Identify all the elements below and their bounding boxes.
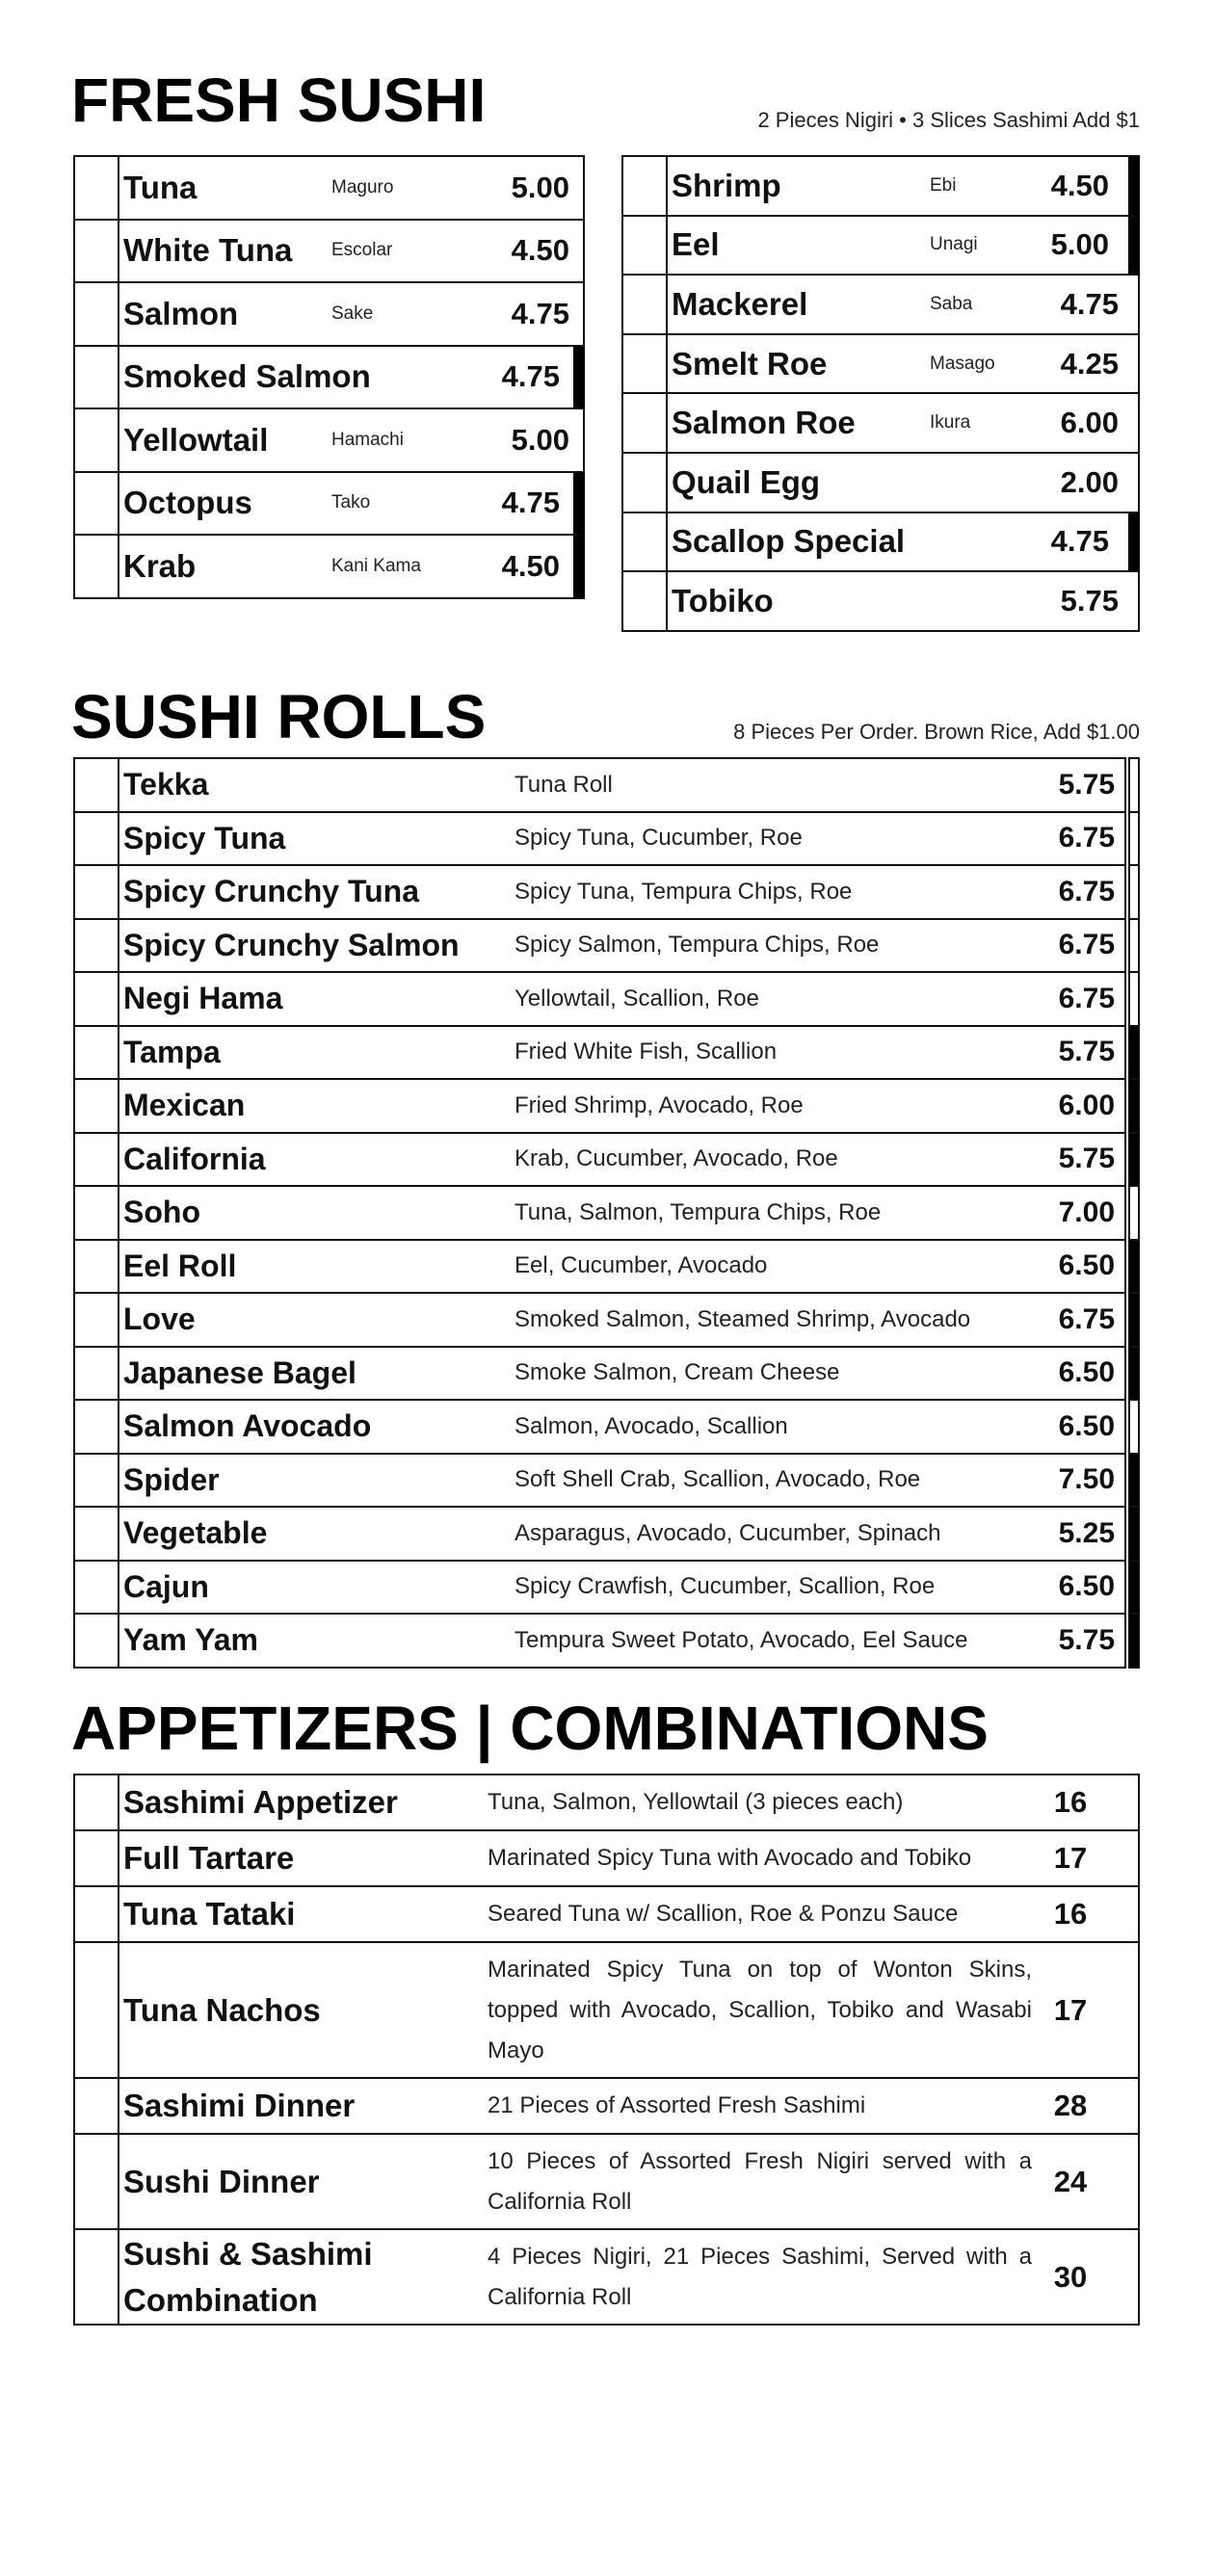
- row-marker-cell: [75, 2079, 119, 2133]
- row-marker-cell: [75, 1775, 119, 1829]
- appetizer-description: 4 Pieces Nigiri, 21 Pieces Sashimi, Served with a California Roll: [488, 2243, 1032, 2310]
- roll-description: Smoked Salmon, Steamed Shrimp, Avocado: [515, 1305, 971, 1332]
- fresh-sushi-title: FRESH SUSHI: [71, 66, 487, 135]
- roll-description: Fried Shrimp, Avocado, Roe: [515, 1091, 804, 1118]
- item-name: Tobiko: [672, 582, 774, 618]
- item-price: 4.75: [511, 296, 569, 330]
- roll-row: [73, 1294, 1126, 1348]
- row-marker-cell: [75, 1508, 119, 1560]
- item-name: Mackerel: [672, 285, 808, 322]
- row-marker-cell: [75, 1401, 119, 1453]
- item-japanese-name: Maguro: [331, 176, 394, 197]
- menu-item-row: [621, 217, 1140, 276]
- item-price: 4.75: [1060, 286, 1119, 321]
- roll-description: Eel, Cucumber, Avocado: [515, 1252, 768, 1279]
- row-marker-cell: [75, 2230, 119, 2324]
- row-marker-cell: [75, 920, 119, 972]
- roll-price: 6.75: [1058, 822, 1115, 854]
- menu-item-row: [621, 454, 1140, 513]
- roll-price: 7.00: [1058, 1196, 1115, 1228]
- roll-price: 6.75: [1058, 875, 1115, 907]
- row-marker-cell: [75, 1080, 119, 1132]
- roll-side-marker: [1128, 811, 1140, 867]
- item-japanese-name: Masago: [930, 353, 995, 374]
- row-marker-cell: [75, 473, 119, 535]
- item-name: Salmon Roe: [672, 405, 856, 441]
- row-marker-cell: [75, 1294, 119, 1346]
- roll-price: 6.50: [1058, 1356, 1115, 1389]
- item-price: 6.00: [1060, 406, 1119, 440]
- row-marker-cell: [623, 335, 668, 393]
- roll-side-marker: [1128, 1132, 1140, 1188]
- sushi-rolls-title: SUSHI ROLLS: [71, 682, 487, 751]
- roll-row: [73, 1348, 1126, 1402]
- appetizer-description: Marinated Spicy Tuna with Avocado and Tobiko: [488, 1845, 972, 1871]
- appetizer-name: Sashimi Appetizer: [123, 1784, 398, 1820]
- roll-side-marker: [1128, 971, 1140, 1027]
- appetizer-description: 10 Pieces of Assorted Fresh Nigiri served with a California Roll: [488, 2147, 1032, 2215]
- item-price: 4.75: [501, 486, 560, 520]
- item-price: 5.00: [511, 170, 569, 204]
- item-japanese-name: Saba: [930, 293, 973, 314]
- item-japanese-name: Unagi: [930, 234, 978, 255]
- row-marker-cell: [75, 1134, 119, 1186]
- appetizer-description: 21 Pieces of Assorted Fresh Sashimi: [488, 2092, 866, 2118]
- item-price: 4.50: [511, 233, 569, 268]
- sushi-rolls-table: [73, 757, 1126, 1669]
- appetizer-description: Marinated Spicy Tuna on top of Wonton Skins, topped with Avocado, Scallion, Tobiko and Wasabi Mayo: [488, 1956, 1032, 2063]
- roll-row: [73, 1562, 1126, 1616]
- roll-row: [73, 759, 1126, 813]
- roll-description: Spicy Salmon, Tempura Chips, Roe: [515, 932, 880, 959]
- item-price: 4.75: [501, 359, 560, 394]
- roll-description: Tempura Sweet Potato, Avocado, Eel Sauce: [515, 1626, 968, 1653]
- row-marker-cell: [75, 1887, 119, 1941]
- item-name: Scallop Special: [672, 523, 906, 560]
- roll-name: Salmon Avocado: [123, 1408, 372, 1444]
- menu-item-row: [621, 572, 1140, 632]
- roll-side-marker: [1128, 1613, 1140, 1669]
- menu-item-row: [73, 347, 585, 410]
- roll-name: Spider: [123, 1461, 220, 1497]
- roll-row: [73, 1027, 1126, 1081]
- menu-item-row: [621, 276, 1140, 335]
- roll-name: Love: [123, 1301, 196, 1337]
- item-japanese-name: Tako: [331, 492, 371, 513]
- roll-name: Vegetable: [123, 1515, 268, 1551]
- roll-side-marker: [1128, 1078, 1140, 1134]
- row-marker-cell: [75, 1615, 119, 1667]
- item-price: 5.00: [1050, 227, 1109, 262]
- item-price: 5.75: [1060, 583, 1119, 618]
- appetizer-row: [73, 2230, 1140, 2326]
- item-name: Tuna: [123, 169, 198, 205]
- roll-price: 5.25: [1058, 1516, 1115, 1549]
- appetizer-price: 30: [1053, 2259, 1088, 2294]
- menu-item-row: [73, 157, 585, 221]
- row-marker-cell: [75, 1943, 119, 2077]
- roll-side-marker: [1128, 1292, 1140, 1348]
- roll-name: Yam Yam: [123, 1622, 258, 1658]
- row-marker-cell: [75, 1187, 119, 1239]
- row-marker-cell: [75, 1831, 119, 1885]
- menu-item-row: [621, 394, 1140, 454]
- row-marker-cell: [623, 394, 668, 452]
- appetizer-name: Tuna Nachos: [123, 1991, 321, 2028]
- roll-name: California: [123, 1141, 266, 1176]
- roll-name: Spicy Tuna: [123, 820, 286, 855]
- appetizer-row: [73, 1943, 1140, 2079]
- roll-name: Negi Hama: [123, 981, 283, 1016]
- appetizers-table: [73, 1774, 1140, 2326]
- row-marker-cell: [75, 409, 119, 471]
- appetizer-row: [73, 1831, 1140, 1887]
- roll-price: 5.75: [1058, 768, 1115, 801]
- appetizer-row: [73, 2079, 1140, 2135]
- roll-side-marker: [1128, 1185, 1140, 1241]
- row-marker-cell: [623, 157, 668, 215]
- roll-price: 6.75: [1058, 982, 1115, 1014]
- item-name: Eel: [672, 226, 720, 263]
- item-price: 2.00: [1060, 464, 1119, 499]
- roll-price: 6.75: [1058, 1302, 1115, 1335]
- appetizer-price: 28: [1053, 2089, 1088, 2122]
- appetizer-name: Sushi & Sashimi Combination: [123, 2235, 373, 2318]
- row-marker-cell: [75, 2135, 119, 2228]
- roll-name: Spicy Crunchy Tuna: [123, 874, 420, 909]
- appetizer-description: Seared Tuna w/ Scallion, Roe & Ponzu Sauce: [488, 1901, 959, 1927]
- row-marker-cell: [75, 1455, 119, 1507]
- appetizer-row: [73, 2135, 1140, 2230]
- row-marker-cell: [75, 866, 119, 918]
- roll-description: Tuna, Salmon, Tempura Chips, Roe: [515, 1198, 882, 1225]
- row-marker-cell: [75, 1241, 119, 1293]
- roll-row: [73, 813, 1126, 867]
- menu-item-row: [73, 473, 585, 537]
- item-price: 4.50: [501, 548, 560, 583]
- roll-row: [73, 1401, 1126, 1455]
- row-marker-cell: [75, 759, 119, 811]
- item-name: Smelt Roe: [672, 345, 828, 381]
- item-price: 4.75: [1050, 524, 1109, 559]
- menu-item-row: [73, 409, 585, 473]
- roll-description: Spicy Crawfish, Cucumber, Scallion, Roe: [515, 1573, 936, 1600]
- row-marker-cell: [623, 572, 668, 630]
- roll-side-marker: [1128, 1399, 1140, 1455]
- roll-price: 5.75: [1058, 1623, 1115, 1656]
- row-marker-cell: [623, 217, 668, 275]
- roll-name: Soho: [123, 1195, 200, 1230]
- row-marker-cell: [75, 1562, 119, 1614]
- item-name: White Tuna: [123, 232, 293, 269]
- menu-item-row: [73, 536, 585, 599]
- roll-price: 6.50: [1058, 1570, 1115, 1603]
- roll-side-marker: [1128, 1346, 1140, 1402]
- row-marker-cell: [75, 283, 119, 345]
- row-marker-cell: [75, 1027, 119, 1079]
- roll-price: 6.50: [1058, 1249, 1115, 1282]
- roll-name: Spicy Crunchy Salmon: [123, 927, 460, 962]
- roll-side-marker: [1128, 1560, 1140, 1616]
- item-price: 4.50: [1050, 168, 1109, 202]
- item-name: Quail Egg: [672, 463, 821, 500]
- menu-item-row: [73, 221, 585, 284]
- roll-row: [73, 973, 1126, 1027]
- appetizer-row: [73, 1775, 1140, 1831]
- appetizer-price: 17: [1053, 1992, 1088, 2027]
- appetizer-name: Sashimi Dinner: [123, 2088, 356, 2123]
- item-price: 4.25: [1060, 346, 1119, 381]
- appetizer-description: Tuna, Salmon, Yellowtail (3 pieces each): [488, 1789, 904, 1815]
- item-japanese-name: Escolar: [331, 240, 393, 261]
- appetizer-row: [73, 1887, 1140, 1943]
- item-japanese-name: Sake: [331, 302, 374, 324]
- item-japanese-name: Ikura: [930, 412, 971, 434]
- sushi-rolls-subtitle: 8 Pieces Per Order. Brown Rice, Add $1.00: [733, 720, 1140, 744]
- roll-name: Cajun: [123, 1568, 209, 1604]
- row-marker-cell: [75, 221, 119, 282]
- menu-item-row: [621, 157, 1140, 217]
- appetizer-name: Sushi Dinner: [123, 2163, 320, 2199]
- roll-description: Spicy Tuna, Cucumber, Roe: [515, 825, 803, 852]
- roll-side-marker: [1128, 757, 1140, 813]
- roll-price: 6.75: [1058, 929, 1115, 961]
- roll-price: 5.75: [1058, 1036, 1115, 1068]
- roll-side-marker: [1128, 1025, 1140, 1081]
- row-marker-cell: [75, 157, 119, 219]
- roll-description: Yellowtail, Scallion, Roe: [515, 985, 759, 1012]
- item-japanese-name: Hamachi: [331, 429, 404, 450]
- row-marker-cell: [75, 1348, 119, 1400]
- roll-price: 6.50: [1058, 1409, 1115, 1442]
- roll-name: Tampa: [123, 1034, 221, 1069]
- roll-side-marker: [1128, 918, 1140, 974]
- roll-row: [73, 920, 1126, 974]
- roll-row: [73, 1080, 1126, 1134]
- roll-description: Salmon, Avocado, Scallion: [515, 1412, 788, 1439]
- roll-name: Tekka: [123, 767, 209, 802]
- item-price: 5.00: [511, 422, 569, 457]
- roll-row: [73, 1187, 1126, 1241]
- roll-price: 7.50: [1058, 1463, 1115, 1496]
- roll-name: Mexican: [123, 1088, 246, 1123]
- roll-description: Spicy Tuna, Tempura Chips, Roe: [515, 878, 853, 905]
- row-marker-cell: [623, 513, 668, 571]
- roll-row: [73, 1455, 1126, 1509]
- roll-description: Smoke Salmon, Cream Cheese: [515, 1359, 840, 1386]
- row-marker-cell: [623, 276, 668, 333]
- roll-name: Japanese Bagel: [123, 1354, 356, 1390]
- appetizer-price: 16: [1053, 1897, 1088, 1931]
- roll-side-marker: [1128, 864, 1140, 920]
- menu-item-row: [621, 513, 1140, 573]
- row-marker-cell: [75, 347, 119, 408]
- item-name: Salmon: [123, 295, 239, 331]
- appetizer-name: Tuna Tataki: [123, 1896, 296, 1932]
- item-japanese-name: Ebi: [930, 174, 957, 196]
- roll-name: Eel Roll: [123, 1248, 237, 1283]
- row-marker-cell: [623, 454, 668, 512]
- roll-side-marker: [1128, 1453, 1140, 1509]
- roll-row: [73, 1615, 1126, 1669]
- appetizer-name: Full Tartare: [123, 1840, 295, 1876]
- roll-row: [73, 866, 1126, 920]
- menu-item-row: [621, 335, 1140, 395]
- roll-price: 5.75: [1058, 1143, 1115, 1175]
- row-marker-cell: [75, 973, 119, 1025]
- roll-description: Fried White Fish, Scallion: [515, 1038, 778, 1065]
- item-name: Octopus: [123, 485, 252, 521]
- appetizer-price: 16: [1053, 1785, 1088, 1819]
- appetizer-price: 24: [1053, 2164, 1088, 2198]
- appetizers-title: APPETIZERS | COMBINATIONS: [71, 1694, 989, 1763]
- appetizer-price: 17: [1053, 1841, 1088, 1875]
- roll-row: [73, 1508, 1126, 1562]
- row-marker-cell: [75, 813, 119, 865]
- roll-description: Krab, Cucumber, Avocado, Roe: [515, 1145, 838, 1172]
- item-name: Krab: [123, 547, 197, 584]
- fresh-sushi-right-table: [621, 155, 1140, 632]
- menu-item-row: [73, 283, 585, 347]
- roll-side-marker: [1128, 1239, 1140, 1295]
- roll-description: Tuna Roll: [515, 771, 613, 798]
- item-japanese-name: Kani Kama: [331, 555, 421, 576]
- item-name: Shrimp: [672, 167, 781, 203]
- roll-row: [73, 1241, 1126, 1295]
- roll-price: 6.00: [1058, 1089, 1115, 1121]
- row-marker-cell: [75, 536, 119, 597]
- roll-description: Soft Shell Crab, Scallion, Avocado, Roe: [515, 1466, 921, 1493]
- fresh-sushi-subtitle: 2 Pieces Nigiri • 3 Slices Sashimi Add $1: [757, 108, 1140, 132]
- roll-side-marker: [1128, 1506, 1140, 1562]
- roll-description: Asparagus, Avocado, Cucumber, Spinach: [515, 1519, 941, 1546]
- fresh-sushi-left-table: [73, 155, 585, 599]
- item-name: Yellowtail: [123, 421, 269, 458]
- roll-row: [73, 1134, 1126, 1188]
- item-name: Smoked Salmon: [123, 358, 371, 395]
